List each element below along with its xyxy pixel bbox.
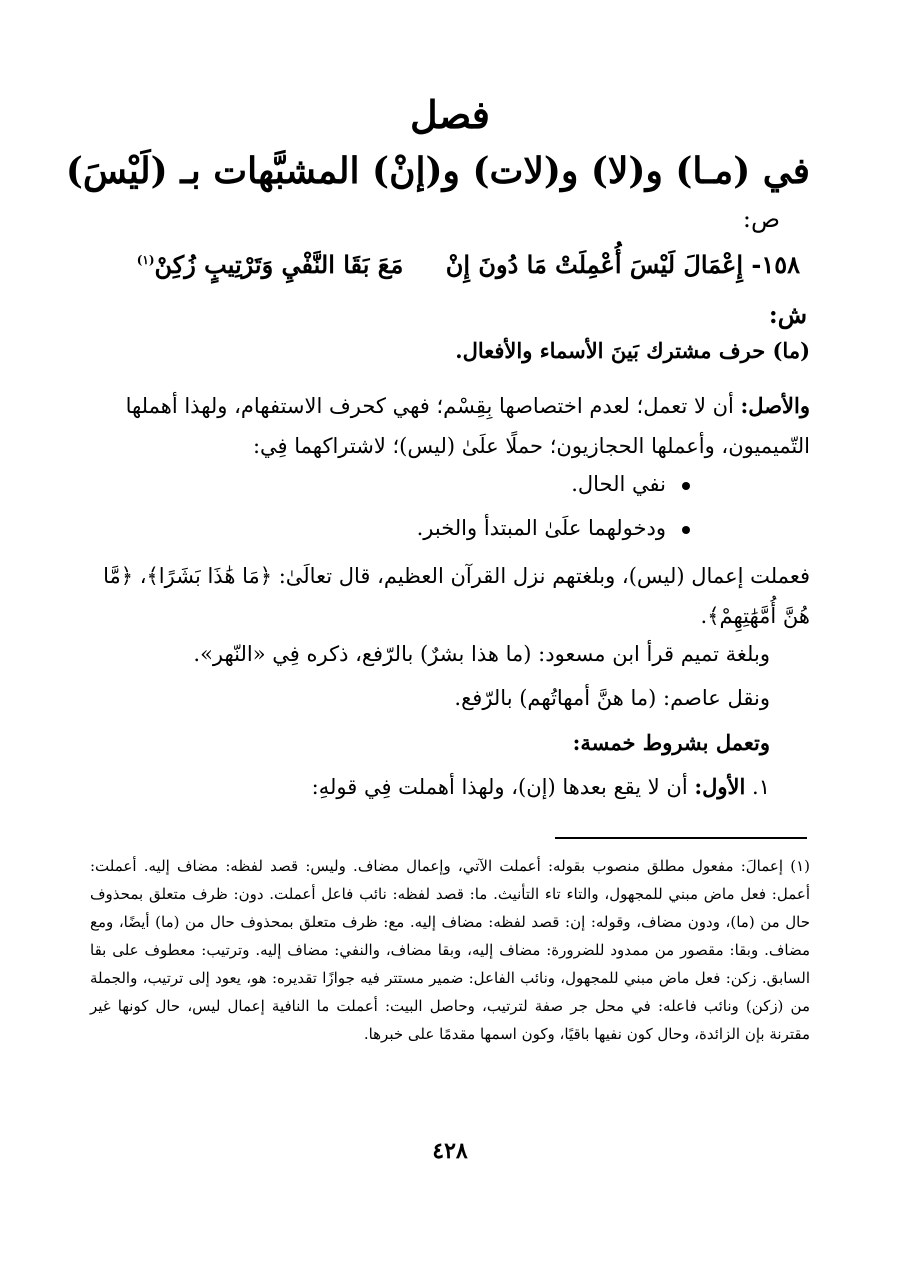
bullet-icon — [682, 526, 690, 534]
para2-lead: والأصل: — [740, 393, 810, 418]
footnote — [90, 852, 810, 1048]
footnote-text: إعمالَ: مفعول مطلق منصوب بقوله: أعملت الآتي، وإعمال مضاف. وليس: قصد لفظه: مضاف إليه. أعملت: أعمل: فعل ماض مبني للمجهول، والتاء تاء التأنيث. ما: قصد لفظه: نائب فاعل أعملت. دون: ظرف متعلق بمحذوف حال من (ما)، ودون مضاف، وقوله: إن: قصد لفظه: مضاف إليه. مع: ظرف متعلق بمحذوف حال من (ما) أيضًا، ومع مضاف. وبقا: مقصور من ممدود للضرورة: مضاف إليه، وبقا مضاف، والنفي: مضاف إليه. وترتيب: معطوف على بقا السابق. زكن: فعل ماض مبني للمجهول، ونائب الفاعل: ضمير مستتر فيه جوازًا تقديره: هو، يعود إلى ترتيب، والجملة من (زكن) ونائب فاعله: في محل جر صفة لترتيب، وحاصل البيت: أعملت ما النافية إعمال ليس، حال كونها غير مقترنة بإن الزائدة، وحال كون نفيها باقيًا، وكون اسمها مقدمًا على خبرها. — [90, 857, 810, 1043]
body-line-8: وبلغة تميم قرأ ابن مسعود: (ما هذا بشرٌ) بالرّفع، ذكره فِي «النّهر». — [193, 642, 770, 666]
body-paragraph-5: فعملت إعمال (ليس)، وبلغتهم نزل القرآن العظيم، قال تعالَىٰ: ﴿مَا هَٰذَا بَشَرًا﴾، ﴿مَّا هُنَّ أُمَّهَٰتِهِمْ﴾. — [103, 564, 810, 628]
verse-hemistich-1: إِعْمَالَ لَيْسَ أُعْمِلَتْ مَا دُونَ إِنْ — [445, 250, 743, 279]
shin-label: ش: — [768, 300, 807, 329]
body-line-1: (ما) حرف مشترك بَينَ الأسماء والأفعال. — [455, 338, 810, 363]
body-paragraph-2 — [90, 386, 810, 466]
body-line-11 — [90, 774, 770, 799]
para2-text: أن لا تعمل؛ لعدم اختصاصها بِقِسْم؛ فهي كحرف الاستفهام، ولهذا أهملها التّميميون، وأعملها الحجازيون؛ حملًا علَىٰ (ليس)؛ لاشتراكهما فِي: — [125, 394, 810, 458]
section-subtitle: في (مـا) و(لا) و(لات) و(إنْ) المشبَّهات بـ (لَيْسَ) — [65, 150, 810, 192]
bullet-icon — [682, 482, 690, 490]
line11-lead: الأول: — [694, 774, 746, 799]
bullet-item-1 — [90, 472, 690, 496]
page-number: ٤٢٨ — [432, 1138, 468, 1164]
bullet-text-2: ودخولهما علَىٰ المبتدأ والخبر. — [416, 516, 666, 540]
body-line-9: ونقل عاصم: (ما هنَّ أمهاتُهم) بالرّفع. — [454, 686, 770, 710]
section-title: فصل — [410, 92, 490, 137]
bullet-text-1: نفي الحال. — [571, 472, 666, 496]
verse-line — [90, 250, 800, 279]
bullet-item-2 — [90, 516, 690, 540]
body-line-10: وتعمل بشروط خمسة: — [572, 730, 770, 755]
verse-hemistich-2: مَعَ بَقَا النَّفْيِ وَتَرْتِيبٍ زُكِنْ — [154, 250, 404, 279]
list-number: ١. — [752, 775, 770, 799]
verse-number: ١٥٨- — [751, 250, 800, 279]
footnote-ref: (١) — [790, 857, 810, 875]
sad-label: ص: — [742, 205, 780, 233]
line11-text: أن لا يقع بعدها (إن)، ولهذا أهملت فِي قولهِ: — [311, 775, 695, 799]
footnote-ref-mark[interactable]: (١) — [136, 253, 155, 267]
footnote-divider — [555, 837, 807, 839]
